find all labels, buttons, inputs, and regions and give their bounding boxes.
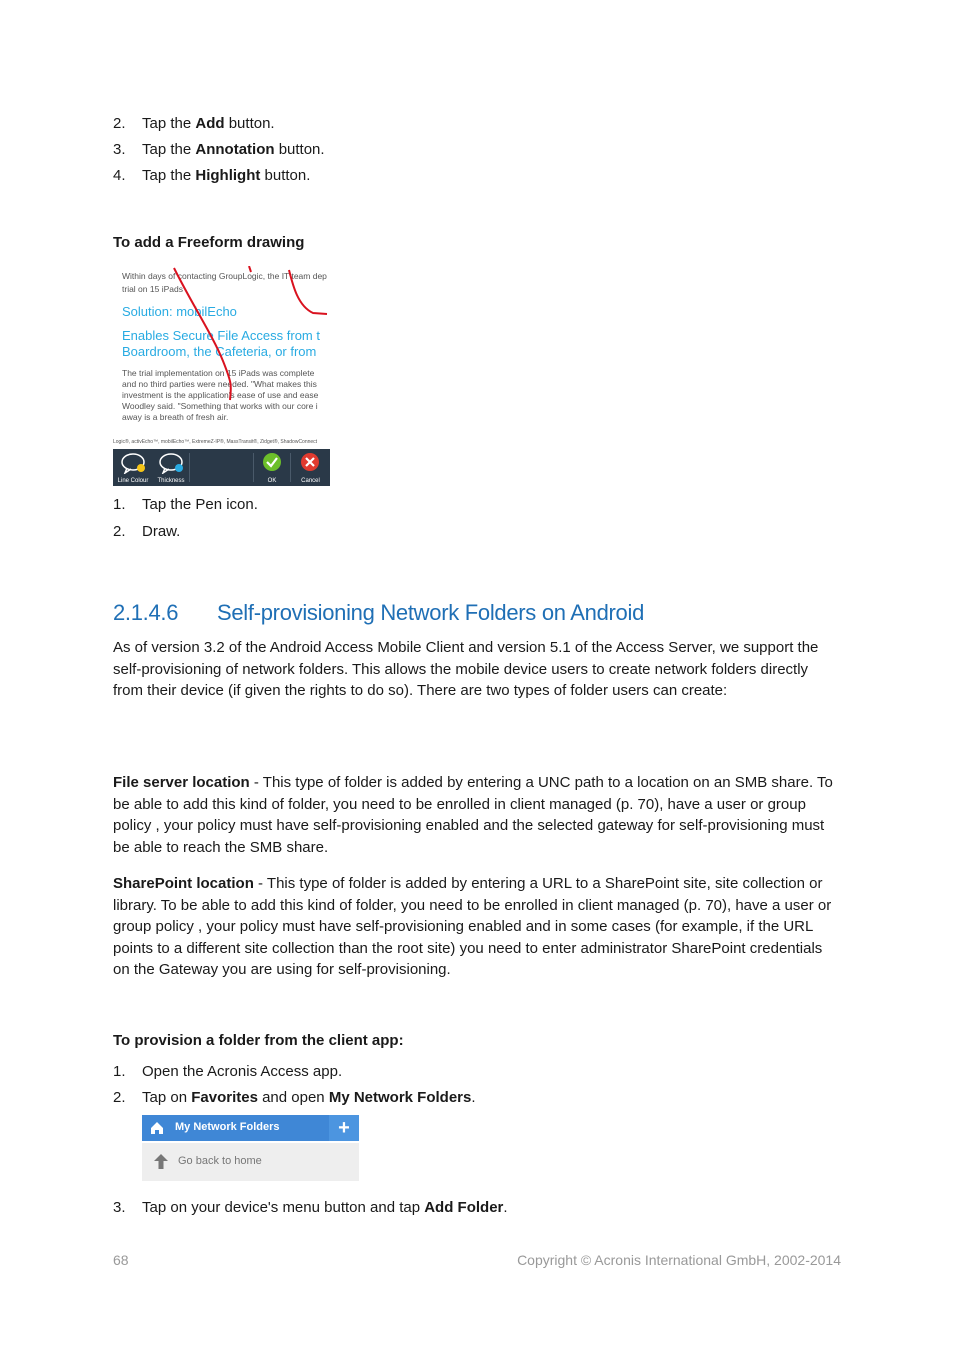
step-text: Tap the xyxy=(142,115,196,132)
step-text: button. xyxy=(260,167,311,184)
shot-text: Woodley said. "Something that works with our core i xyxy=(122,401,318,411)
step-bold: My Network Folders xyxy=(328,1089,472,1106)
toolbar-divider xyxy=(290,453,291,482)
step-text: Tap the xyxy=(142,167,196,184)
list-item xyxy=(113,166,310,186)
list-number: 1. xyxy=(113,496,126,513)
step-text: . xyxy=(471,1089,476,1106)
add-folder-button[interactable]: + xyxy=(329,1115,359,1141)
page-number: 68 xyxy=(113,1252,129,1268)
freehand-ink-drawing xyxy=(113,266,330,449)
step-text: Tap the Pen icon. xyxy=(142,496,258,513)
list-number: 2. xyxy=(113,523,126,540)
step-bold: Favorites xyxy=(191,1089,258,1106)
step-bold: Add xyxy=(195,115,225,132)
shot-enables: Boardroom, the Cafeteria, or from xyxy=(122,344,317,359)
speech-bubble-icon xyxy=(158,452,184,474)
copyright: Copyright © Acronis International GmbH, 2002-2014 xyxy=(517,1252,841,1268)
sharepoint-text: - This type of folder is added by entering a URL to a SharePoint site, site collection or library. To be able to add this kind of folder, you need to be enrolled in client managed (p. 70), have a user or group policy , your policy must have self-provisioning enabled and in some cases (for example, if the URL points to a different site collection than the root site) you need to enter administrator SharePoint credentials on the Gateway you are using for self-provisioning. xyxy=(113,875,832,978)
step-text: Tap on xyxy=(142,1089,192,1106)
intro-paragraph: As of version 3.2 of the Android Access Mobile Client and version 5.1 of the Access Server, we support the self-provisioning of network folders. This allows the mobile device users to create network folders directly from their device (if given the rights to do so). There are two types of folder users can create: xyxy=(113,639,819,699)
shot-text: away is a breath of fresh air. xyxy=(122,412,229,422)
step-bold: Highlight xyxy=(195,167,261,184)
shot-trademarks: Logic®, activEcho™, mobilEcho™, ExtremeZ-IP®, MassTransit®, Zidget®, ShadowConnect xyxy=(113,439,318,445)
network-folders-title: My Network Folders xyxy=(175,1121,280,1133)
shot-text: investment is the application's ease of use and ease xyxy=(122,390,319,400)
sharepoint-paragraph xyxy=(113,873,841,981)
shot-text: Within days of contacting GroupLogic, the IT team dep xyxy=(122,271,327,281)
list-number: 2. xyxy=(113,115,126,132)
list-item xyxy=(113,1062,342,1082)
go-back-row[interactable] xyxy=(142,1143,359,1181)
shot-text: and no third parties were needed. "What makes this xyxy=(122,379,317,389)
shot-enables: Enables Secure File Access from t xyxy=(122,328,320,343)
list-number: 4. xyxy=(113,167,126,184)
home-icon xyxy=(150,1121,164,1135)
ok-label: OK xyxy=(267,478,277,484)
list-item xyxy=(113,522,180,542)
shot-text: trial on 15 iPads xyxy=(122,284,183,294)
close-icon xyxy=(300,452,320,472)
network-folders-screenshot xyxy=(142,1115,359,1181)
step-text: button. xyxy=(224,115,275,132)
list-item xyxy=(113,495,258,515)
go-back-label: Go back to home xyxy=(178,1155,262,1167)
section-heading xyxy=(113,600,644,626)
list-number: 3. xyxy=(113,141,126,158)
shot-solution: Solution: mobilEcho xyxy=(122,304,237,319)
thickness-label: Thickness xyxy=(157,478,185,484)
freeform-heading: To add a Freeform drawing xyxy=(113,234,305,251)
list-number: 2. xyxy=(113,1089,126,1106)
network-folders-header xyxy=(142,1115,359,1141)
ok-button[interactable] xyxy=(256,449,288,486)
shot-text: The trial implementation on 15 iPads was complete xyxy=(122,368,315,378)
step-text: Tap on your device's menu button and tap xyxy=(142,1199,425,1216)
cancel-label: Cancel xyxy=(301,478,320,484)
thickness-button[interactable] xyxy=(153,449,189,486)
step-bold: Annotation xyxy=(195,141,275,158)
freeform-screenshot xyxy=(113,266,330,486)
step-text: . xyxy=(503,1199,508,1216)
checkmark-icon xyxy=(262,452,282,472)
step-bold: Add Folder xyxy=(424,1199,504,1216)
section-number: 2.1.4.6 xyxy=(113,600,179,625)
step-text: Draw. xyxy=(142,523,181,540)
toolbar-divider xyxy=(189,453,190,482)
toolbar-divider xyxy=(253,453,254,482)
provision-heading: To provision a folder from the client app: xyxy=(113,1032,404,1049)
step-text: and open xyxy=(257,1089,329,1106)
list-item xyxy=(113,1198,508,1218)
step-text: Tap the xyxy=(142,141,196,158)
annotation-toolbar xyxy=(113,449,330,486)
line-colour-label: Line Colour xyxy=(117,478,149,484)
arrow-up-icon xyxy=(153,1153,169,1170)
list-item xyxy=(113,140,325,160)
section-title: Self-provisioning Network Folders on Android xyxy=(217,600,645,625)
cancel-button[interactable] xyxy=(293,449,328,486)
list-number: 1. xyxy=(113,1063,126,1080)
file-server-label: File server location xyxy=(113,774,250,791)
step-text: Open the Acronis Access app. xyxy=(142,1063,343,1080)
file-server-paragraph xyxy=(113,772,841,858)
list-item xyxy=(113,114,275,134)
line-colour-button[interactable] xyxy=(115,449,151,486)
file-server-text: - This type of folder is added by entering a UNC path to a location on an SMB share. To be able to add this kind of folder, you need to be enrolled in client managed (p. 70), have a user or group policy , your policy must have self-provisioning enabled and the selected gateway for self-provisioning must be able to reach the SMB share. xyxy=(113,774,833,856)
sharepoint-label: SharePoint location xyxy=(113,875,254,892)
speech-bubble-icon xyxy=(120,452,146,474)
list-item xyxy=(113,1088,476,1108)
step-text: button. xyxy=(274,141,325,158)
list-number: 3. xyxy=(113,1199,126,1216)
